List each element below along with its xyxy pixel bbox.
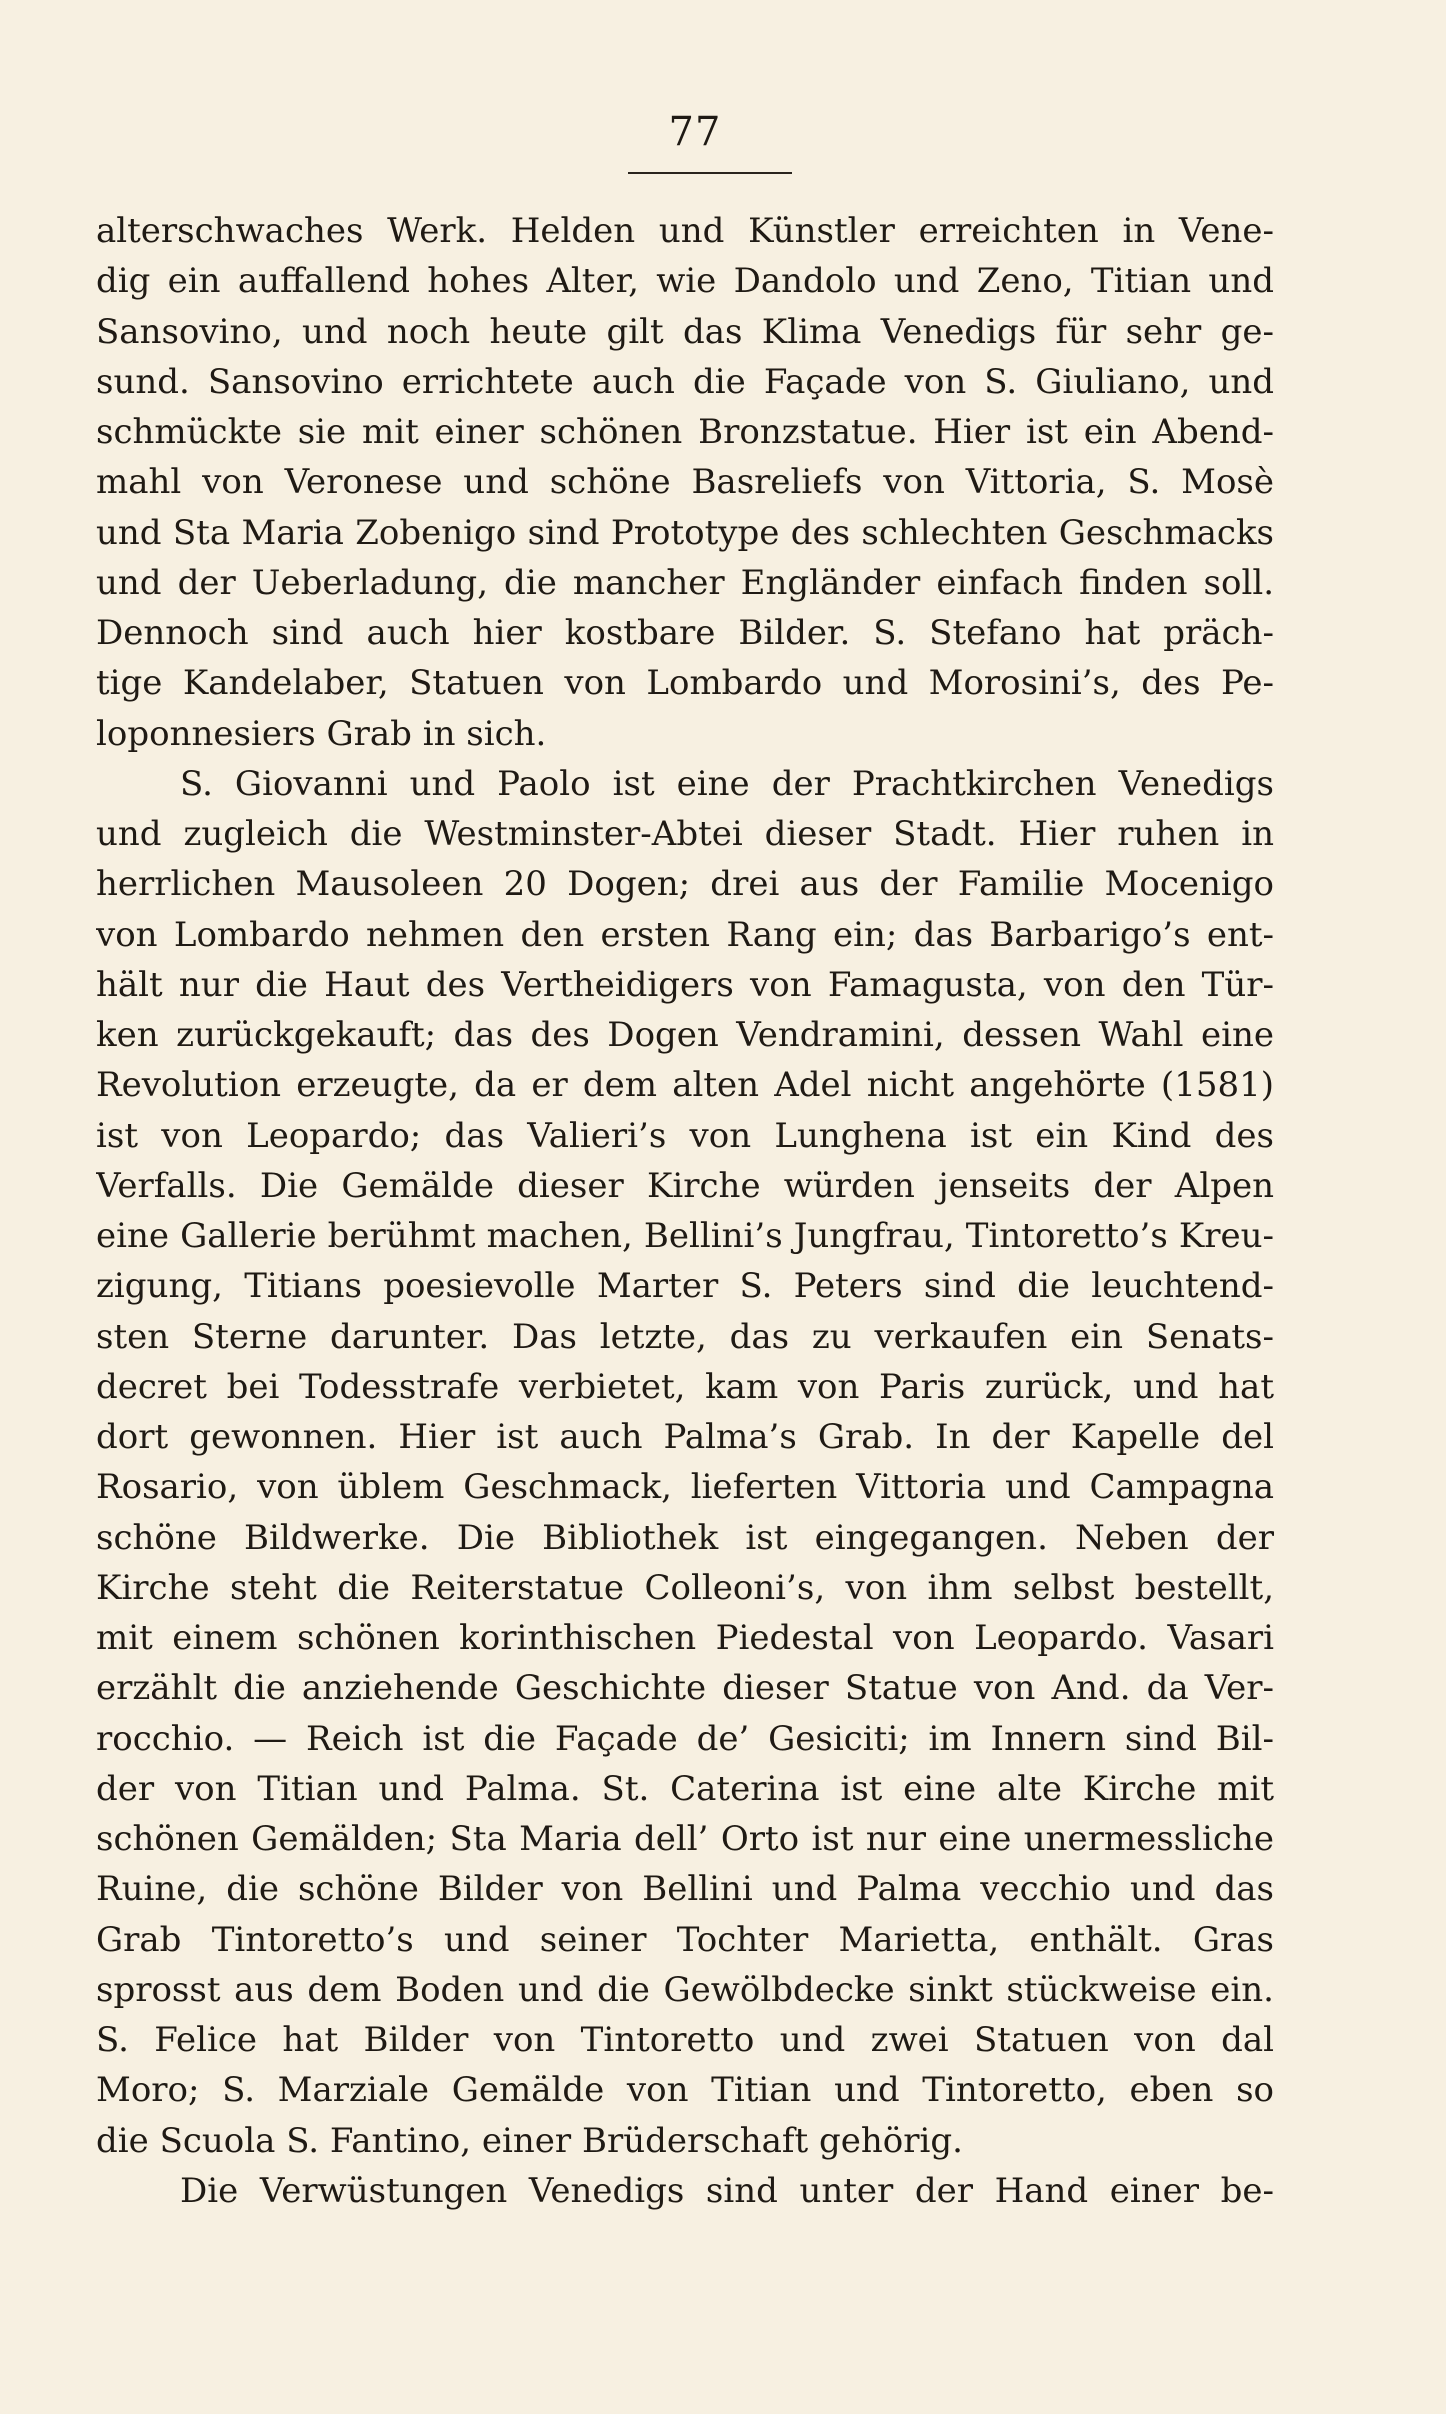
text-line: erzählt die anziehende Geschichte dieser Statue von And. da Ver-: [96, 1668, 1274, 1709]
text-line: rocchio. — Reich ist die Façade de’ Gesiciti; im Innern sind Bil-: [96, 1718, 1274, 1759]
text-line: Grab Tintoretto’s und seiner Tochter Marietta, enthält. Gras: [96, 1919, 1274, 1960]
text-line: Moro; S. Marziale Gemälde von Titian und Tintoretto, eben so: [96, 2070, 1274, 2111]
text-line: und der Ueberladung, die mancher Engländer einfach finden soll.: [96, 562, 1274, 603]
text-line: S. Felice hat Bilder von Tintoretto und zwei Statuen von dal: [96, 2020, 1274, 2060]
text-line: die Scuola S. Fantino, einer Brüderschaft gehörig.: [96, 2120, 963, 2161]
text-line: S. Giovanni und Paolo ist eine der Prachtkirchen Venedigs: [180, 763, 1274, 804]
body-text: [96, 206, 1274, 2216]
header-rule: [628, 172, 792, 174]
text-line: schöne Bildwerke. Die Bibliothek ist eingegangen. Neben der: [96, 1517, 1274, 1558]
text-line: decret bei Todesstrafe verbietet, kam von Paris zurück, und hat: [96, 1366, 1274, 1407]
text-line: ken zurückgekauft; das des Dogen Vendramini, dessen Wahl eine: [96, 1015, 1274, 1055]
text-line: der von Titian und Palma. St. Caterina ist eine alte Kirche mit: [96, 1768, 1274, 1809]
text-line: Ruine, die schöne Bilder von Bellini und Palma vecchio und das: [96, 1869, 1274, 1910]
text-line: dig ein auffallend hohes Alter, wie Dandolo und Zeno, Titian und: [96, 261, 1274, 302]
text-line: Die Verwüstungen Venedigs sind unter der Hand einer be-: [180, 2170, 1274, 2211]
text-line: Rosario, von üblem Geschmack, lieferten Vittoria und Campagna: [96, 1467, 1274, 1508]
text-line: hält nur die Haut des Vertheidigers von Famagusta, von den Tür-: [96, 964, 1274, 1005]
text-line: Dennoch sind auch hier kostbare Bilder. S. Stefano hat präch-: [96, 613, 1274, 653]
text-line: Revolution erzeugte, da er dem alten Adel nicht angehörte (1581): [96, 1065, 1274, 1106]
text-line: und Sta Maria Zobenigo sind Prototype des schlechten Geschmacks: [96, 512, 1274, 553]
text-line: sten Sterne darunter. Das letzte, das zu verkaufen ein Senats-: [96, 1316, 1274, 1357]
text-line: Sansovino, und noch heute gilt das Klima Venedigs für sehr ge-: [96, 311, 1274, 352]
text-line: loponnesiers Grab in sich.: [96, 713, 547, 754]
text-line: sprosst aus dem Boden und die Gewölbdecke sinkt stückweise ein.: [96, 1969, 1274, 2010]
text-line: zigung, Titians poesievolle Marter S. Peters sind die leuchtend-: [96, 1266, 1274, 1307]
text-line: Kirche steht die Reiterstatue Colleoni’s, von ihm selbst bestellt,: [96, 1567, 1274, 1608]
text-line: und zugleich die Westminster-Abtei dieser Stadt. Hier ruhen in: [96, 814, 1274, 854]
text-line: mahl von Veronese und schöne Basreliefs von Vittoria, S. Mosè: [96, 462, 1274, 503]
text-line: sund. Sansovino errichtete auch die Façade von S. Giuliano, und: [96, 361, 1274, 402]
text-line: tige Kandelaber, Statuen von Lombardo und Morosini’s, des Pe-: [96, 663, 1274, 704]
text-line: ist von Leopardo; das Valieri’s von Lunghena ist ein Kind des: [96, 1115, 1274, 1156]
text-line: eine Gallerie berühmt machen, Bellini’s Jungfrau, Tintoretto’s Kreu-: [96, 1216, 1274, 1256]
text-line: mit einem schönen korinthischen Piedestal von Leopardo. Vasari: [96, 1618, 1274, 1658]
text-line: schönen Gemälden; Sta Maria dell’ Orto ist nur eine unermessliche: [96, 1819, 1274, 1859]
text-line: alterschwaches Werk. Helden und Künstler erreichten in Vene-: [96, 211, 1274, 251]
text-line: von Lombardo nehmen den ersten Rang ein; das Barbarigo’s ent-: [96, 914, 1274, 955]
text-line: dort gewonnen. Hier ist auch Palma’s Grab. In der Kapelle del: [96, 1417, 1274, 1457]
text-line: schmückte sie mit einer schönen Bronzstatue. Hier ist ein Abend-: [96, 412, 1274, 452]
page-number: 77: [668, 109, 722, 155]
text-line: Verfalls. Die Gemälde dieser Kirche würden jenseits der Alpen: [96, 1165, 1274, 1206]
text-line: herrlichen Mausoleen 20 Dogen; drei aus der Familie Mocenigo: [96, 864, 1274, 905]
